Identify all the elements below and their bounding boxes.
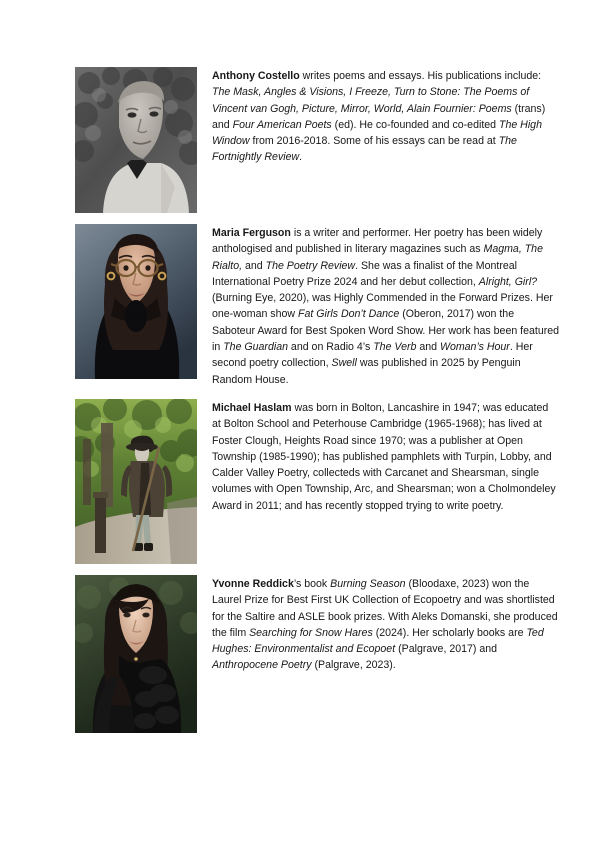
contributor-photo-anthony-costello (75, 67, 197, 213)
bio-text-yvonne-reddick: Yvonne Reddick’s book Burning Season (Bloodaxe, 2023) won the Laurel Prize for Best First UK Collection of Ecopoetry and was shortlisted for the Saltire and ASLE book prizes. With Aleks Domanski, she produced the film Searching for Snow Hares (2024). Her scholarly books are Ted Hughes: Environmentalist and Ecopoet (Palgrave, 2017) and Anthropocene Poetry (Palgrave, 2023). (212, 577, 558, 672)
bio-entry (75, 67, 560, 213)
portrait-illustration (75, 67, 197, 213)
bio-text-anthony-costello: Anthony Costello writes poems and essays. His publications include: The Mask, Angles & Visions, I Freeze, Turn to Stone: The Poems of Vincent van Gogh, Picture, Mirror, World, Alain Fournier: Poems (trans) and Four American Poets (ed). He co-founded and co-edited The High Window from 2016-2018. Some of his essays can be read at The Fortnightly Review. (212, 70, 546, 164)
portrait-illustration (75, 575, 197, 733)
bio-text-michael-haslam: Michael Haslam was born in Bolton, Lancashire in 1947; was educated at Bolton School and Peterhouse Cambridge (1965-1968); has lived at Foster Clough, Heights Road since 1970; was a publisher at Open Township (1985-1990); has published pamphlets with Turpin, Lobby, and Calder Valley Poetry, collecteds with Carcanet and Shearsman, single volumes with Open Township, Arc, and Shearsman; won a Cholmondeley Award in 2011; and has recently stopped trying to write poetry. (212, 401, 556, 512)
outdoor-portrait-illustration (75, 399, 197, 564)
bio-entry (75, 575, 560, 733)
contributor-photo-yvonne-reddick (75, 575, 197, 733)
contributor-bio-list (75, 67, 560, 733)
bio-text-maria-ferguson: Maria Ferguson is a writer and performer. Her poetry has been widely anthologised and published in literary magazines such as Magma, The Rialto, and The Poetry Review. She was a finalist of the Montreal International Poetry Prize 2024 and her debut collection, Alright, Girl? (Burning Eye, 2020), was Highly Commended in the Forward Prizes. Her one-woman show Fat Girls Don’t Dance (Oberon, 2017) won the Saboteur Award for Best Spoken Word Show. Her work has been featured in The Guardian and on Radio 4’s The Verb and Woman’s Hour. Her second poetry collection, Swell was published in 2025 by Penguin Random House. (212, 227, 560, 386)
bio-entry (75, 224, 560, 388)
bio-entry (75, 399, 560, 564)
portrait-illustration (75, 224, 197, 379)
contributor-photo-michael-haslam (75, 399, 197, 564)
contributor-photo-maria-ferguson (75, 224, 197, 379)
